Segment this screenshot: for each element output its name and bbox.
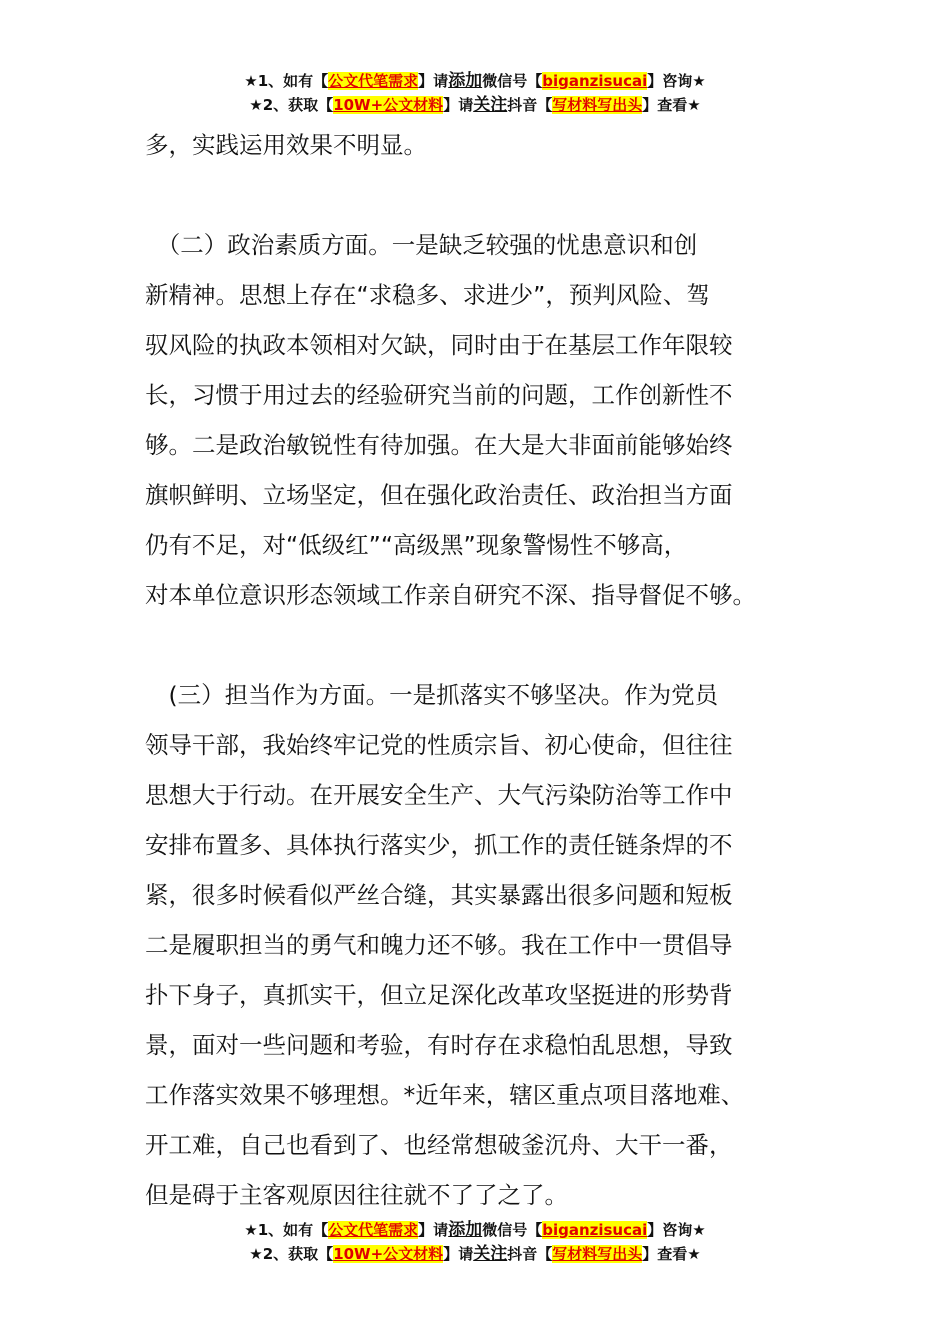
highlight: 公文代笔需求: [328, 72, 419, 90]
text-line: 驭风险的执政本领相对欠缺，同时由于在基层工作年限较: [145, 331, 733, 359]
underlined-text: 关注: [473, 95, 508, 115]
highlight: 写材料写出头: [552, 1245, 643, 1263]
text: 抖音【: [507, 1245, 553, 1263]
text-line: （二）政治素质方面。一是缺乏较强的忧患意识和创: [145, 231, 698, 259]
text: 微信号【: [482, 1221, 543, 1239]
text: 】请: [443, 96, 474, 114]
text: 】请: [418, 1221, 449, 1239]
text: 微信号【: [482, 72, 543, 90]
paragraph: [145, 670, 815, 1220]
text-line: 够。二是政治敏锐性有待加强。在大是大非面前能够始终: [145, 431, 733, 459]
text-line: 对本单位意识形态领域工作亲自研究不深、指导督促不够。: [145, 581, 756, 609]
highlight: biganzisucai: [542, 72, 648, 90]
text: 】查看★: [642, 1245, 701, 1263]
text-line: 景，面对一些问题和考验，有时存在求稳怕乱思想，导致: [145, 1031, 733, 1059]
text-line: 工作落实效果不够理想。*近年来，辖区重点项目落地难、: [145, 1081, 745, 1109]
text-line: 但是碍于主客观原因往往就不了了之了。: [145, 1181, 568, 1209]
highlight: biganzisucai: [542, 1221, 648, 1239]
text-line: 安排布置多、具体执行落实少，抓工作的责任链条焊的不: [145, 831, 733, 859]
header-banner: [0, 69, 950, 117]
banner-line-2: [0, 1242, 950, 1266]
underlined-text: 关注: [473, 1244, 508, 1264]
text: ★2、获取【: [249, 96, 334, 114]
text-line: 紧，很多时候看似严丝合缝，其实暴露出很多问题和短板: [145, 881, 733, 909]
highlight: 写材料写出头: [552, 96, 643, 114]
paragraph: [145, 220, 815, 620]
underlined-text: 添加: [448, 1220, 483, 1240]
text: 】咨询★: [647, 1221, 706, 1239]
highlight: 公文代笔需求: [328, 1221, 419, 1239]
text-line: 领导干部，我始终牢记党的性质宗旨、初心使命，但往往: [145, 731, 733, 759]
banner-line-2: [0, 93, 950, 117]
text-line: 扑下身子，真抓实干，但立足深化改革攻坚挺进的形势背: [145, 981, 733, 1009]
text-line: 开工难，自己也看到了、也经常想破釜沉舟、大干一番，: [145, 1131, 733, 1159]
text: 抖音【: [507, 96, 553, 114]
text: ★1、如有【: [244, 1221, 329, 1239]
text: 】咨询★: [647, 72, 706, 90]
text-line: 长，习惯于用过去的经验研究当前的问题，工作创新性不: [145, 381, 733, 409]
banner-line-1: [0, 1218, 950, 1242]
text-line: (三）担当作为方面。一是抓落实不够坚决。作为党员: [145, 681, 719, 709]
text-line: 多，实践运用效果不明显。: [145, 131, 427, 159]
footer-banner: [0, 1218, 950, 1266]
text: 】请: [418, 72, 449, 90]
document-body: [145, 120, 815, 1270]
text: 】查看★: [642, 96, 701, 114]
text-line: 仍有不足，对“低级红”“高级黑”现象警惕性不够高，: [145, 531, 688, 559]
text-line: 二是履职担当的勇气和魄力还不够。我在工作中一贯倡导: [145, 931, 733, 959]
text-line: 新精神。思想上存在“求稳多、求进少”，预判风险、驾: [145, 281, 710, 309]
underlined-text: 添加: [448, 71, 483, 91]
paragraph: [145, 120, 815, 170]
highlight: 10W+公文材料: [333, 1245, 444, 1263]
banner-line-1: [0, 69, 950, 93]
text: ★1、如有【: [244, 72, 329, 90]
highlight: 10W+公文材料: [333, 96, 444, 114]
text-line: 旗帜鲜明、立场坚定，但在强化政治责任、政治担当方面: [145, 481, 733, 509]
text: 】请: [443, 1245, 474, 1263]
text-line: 思想大于行动。在开展安全生产、大气污染防治等工作中: [145, 781, 733, 809]
text: ★2、获取【: [249, 1245, 334, 1263]
